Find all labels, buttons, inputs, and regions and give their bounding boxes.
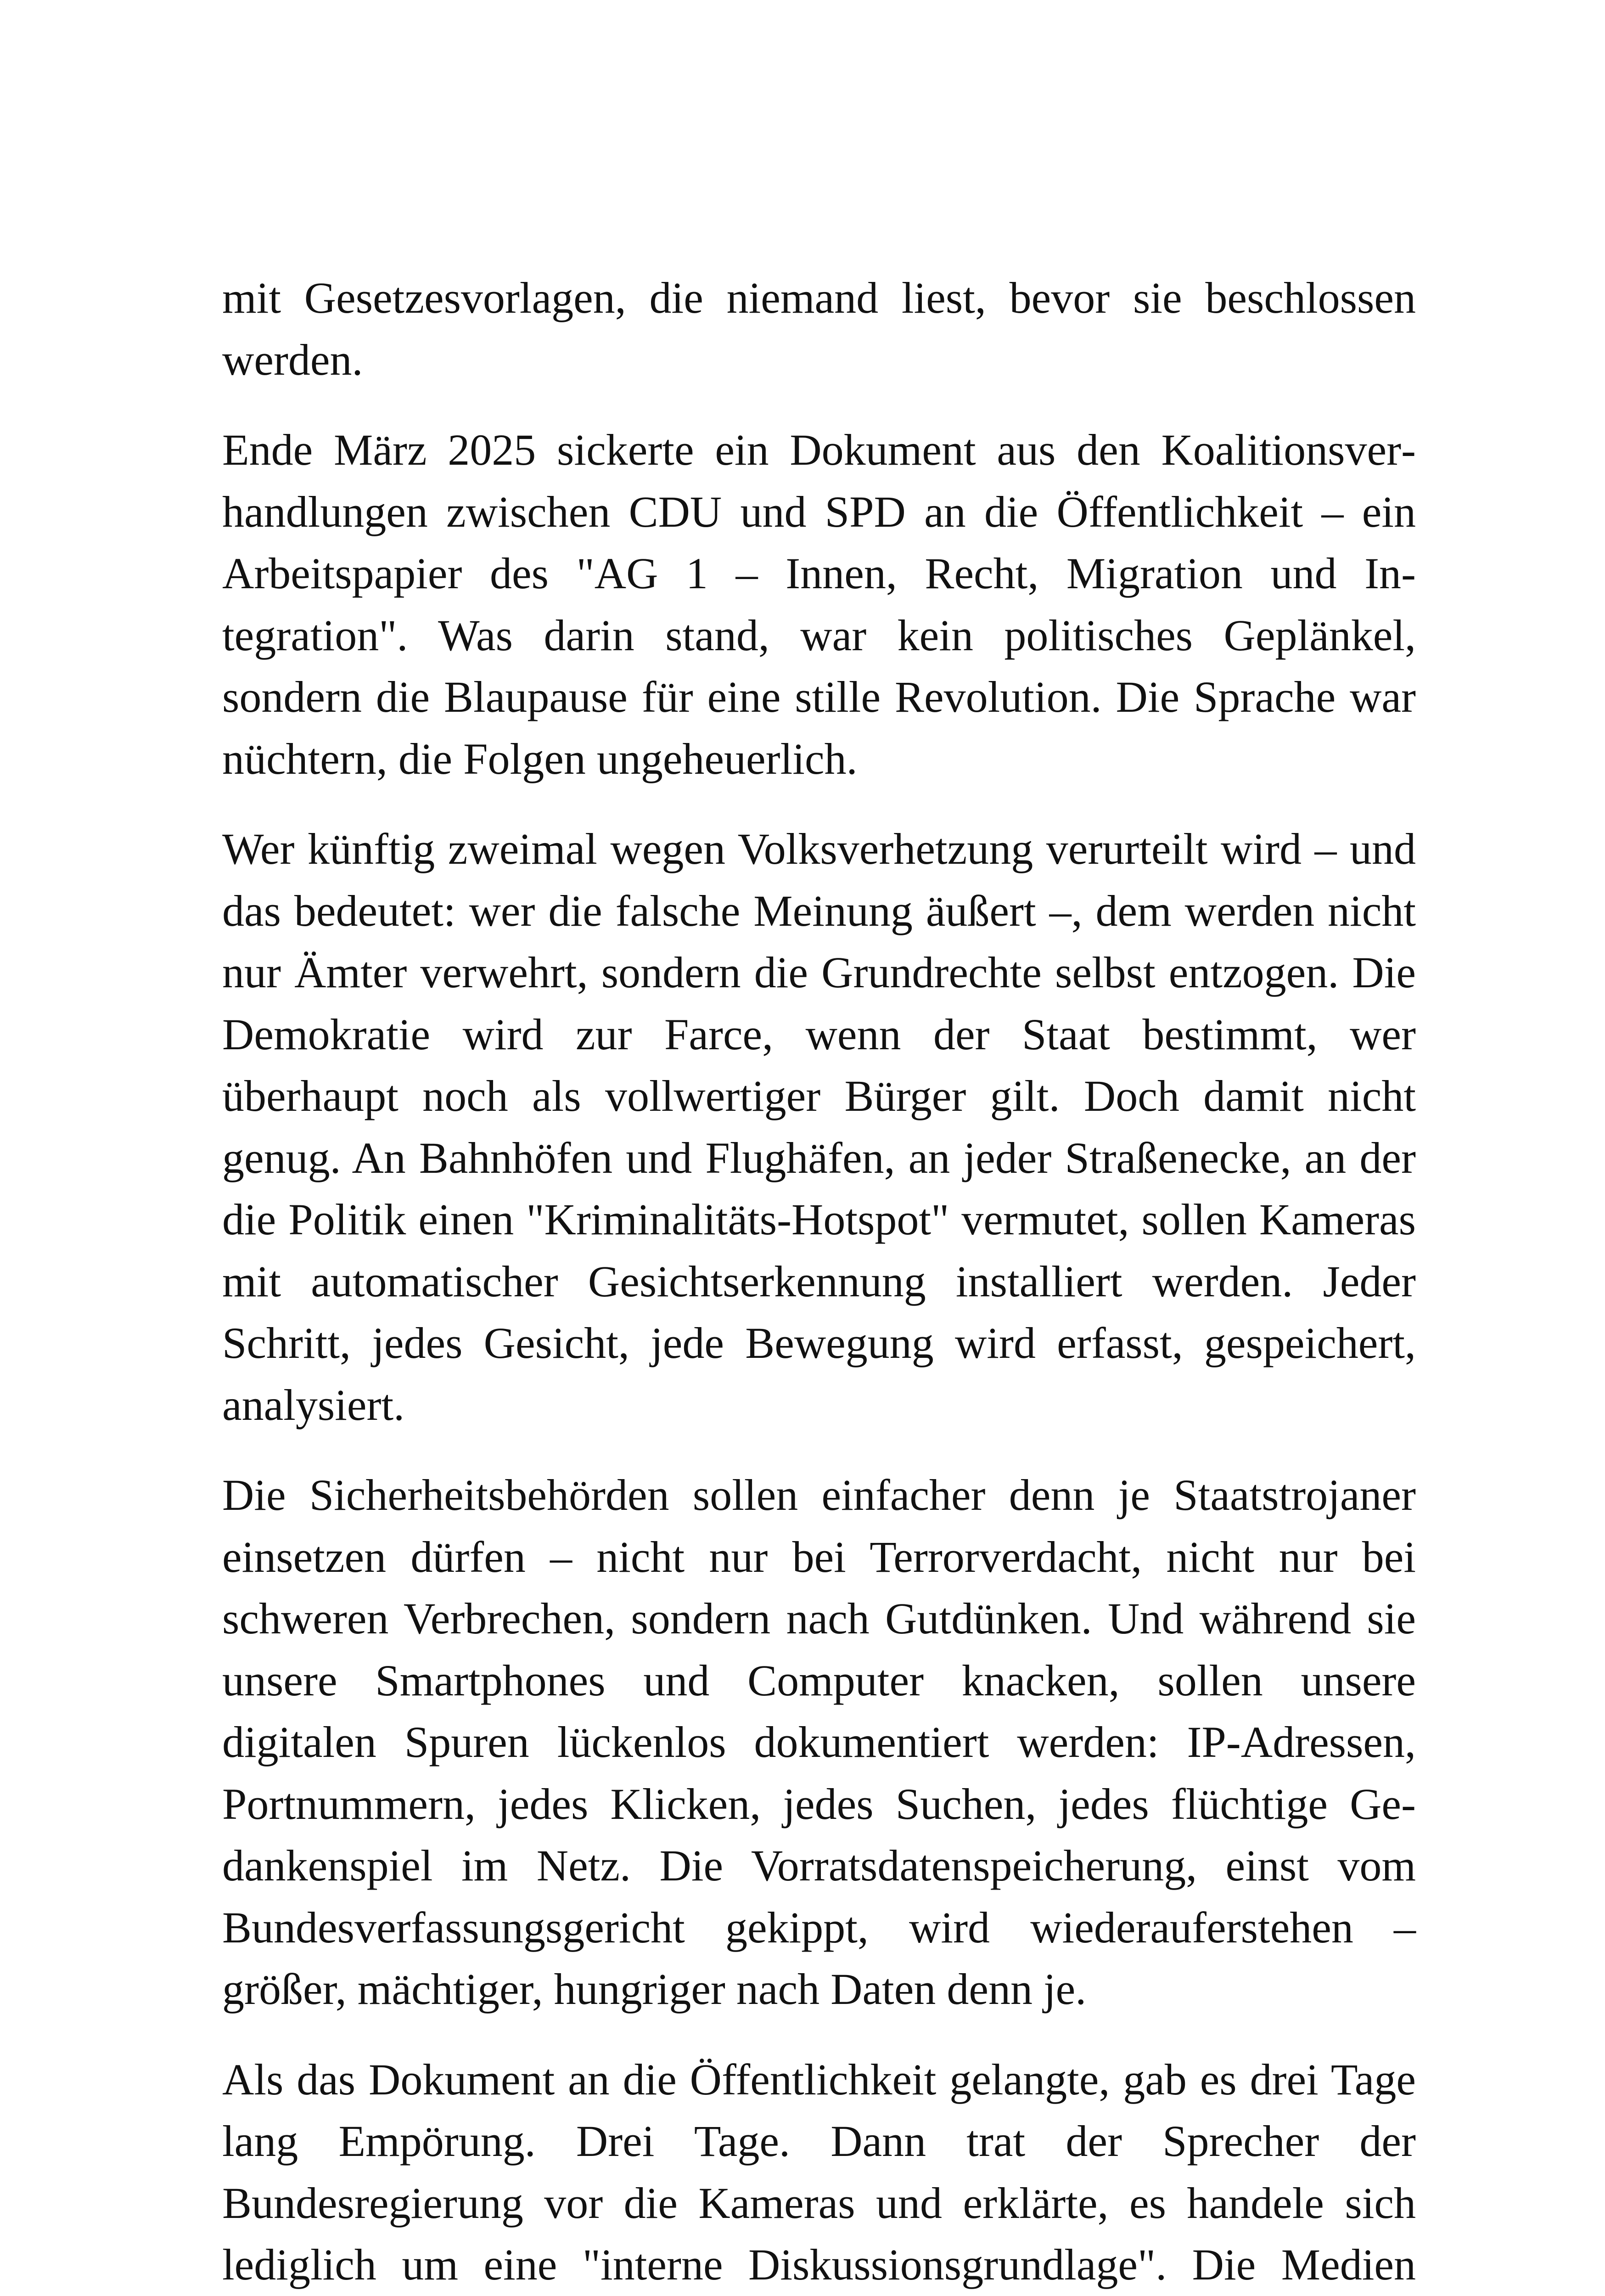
paragraph-5: Als das Dokument an die Öffentlichkeit gelangte, gab es drei Tage lang Empörung. Drei Tage. Dann trat der Sprecher der Bundesregierung vor die Kameras und erklärte, es handele sich lediglich um eine "interne Diskussionsgrundlage". Die Medien <box>222 2054 1416 2289</box>
paragraph-4: Die Sicherheitsbehörden sollen einfacher denn je Staatstrojaner einsetzen dürfen – nicht nur bei Terrorverdacht, nicht nur bei schweren Verbrechen, sondern nach Gutdünken. Und während sie unsere Smartphones und Computer knacken, sollen unsere digitalen Spuren lückenlos dokumentiert werden: IP-Adressen, Portnummern, jedes Klicken, jedes Suchen, jedes flüchtige Gedankenspiel im Netz. Die Vorratsdatenspeicherung, einst vom Bundesverfassungsgericht gekippt, wird wiederauferstehen – größer, mächtiger, hungriger nach Daten denn je. <box>222 1470 1416 2014</box>
paragraph-3: Wer künftig zweimal wegen Volksverhetzung verurteilt wird – und das bedeutet: wer die falsche Meinung äußert –, dem werden nicht nur Ämter verwehrt, sondern die Grundrechte selbst entzogen. Die Demokratie wird zur Farce, wenn der Staat bestimmt, wer überhaupt noch als vollwertiger Bürger gilt. Doch damit nicht genug. An Bahnhöfen und Flughäfen, an jeder Straßenecke, an der die Politik einen "Kriminalitäts-Hotspot" vermutet, sollen Kameras mit automatischer Gesichtserkennung installiert werden. Jeder Schritt, jedes Gesicht, jede Bewegung wird erfasst, gespeichert, analysiert. <box>222 824 1416 1429</box>
paragraph-2: Ende März 2025 sickerte ein Dokument aus den Koalitionsverhandlungen zwischen CDU und SPD an die Öffentlichkeit – ein Arbeitspapier des "AG 1 – Innen, Recht, Migration und Integration". Was darin stand, war kein politisches Geplänkel, sondern die Blaupause für eine stille Revolution. Die Sprache war nüchtern, die Folgen ungeheuerlich. <box>222 425 1416 783</box>
body-text <box>222 267 1416 2296</box>
paragraph-1: mit Gesetzesvorlagen, die niemand liest, bevor sie beschlossen werden. <box>222 273 1416 384</box>
